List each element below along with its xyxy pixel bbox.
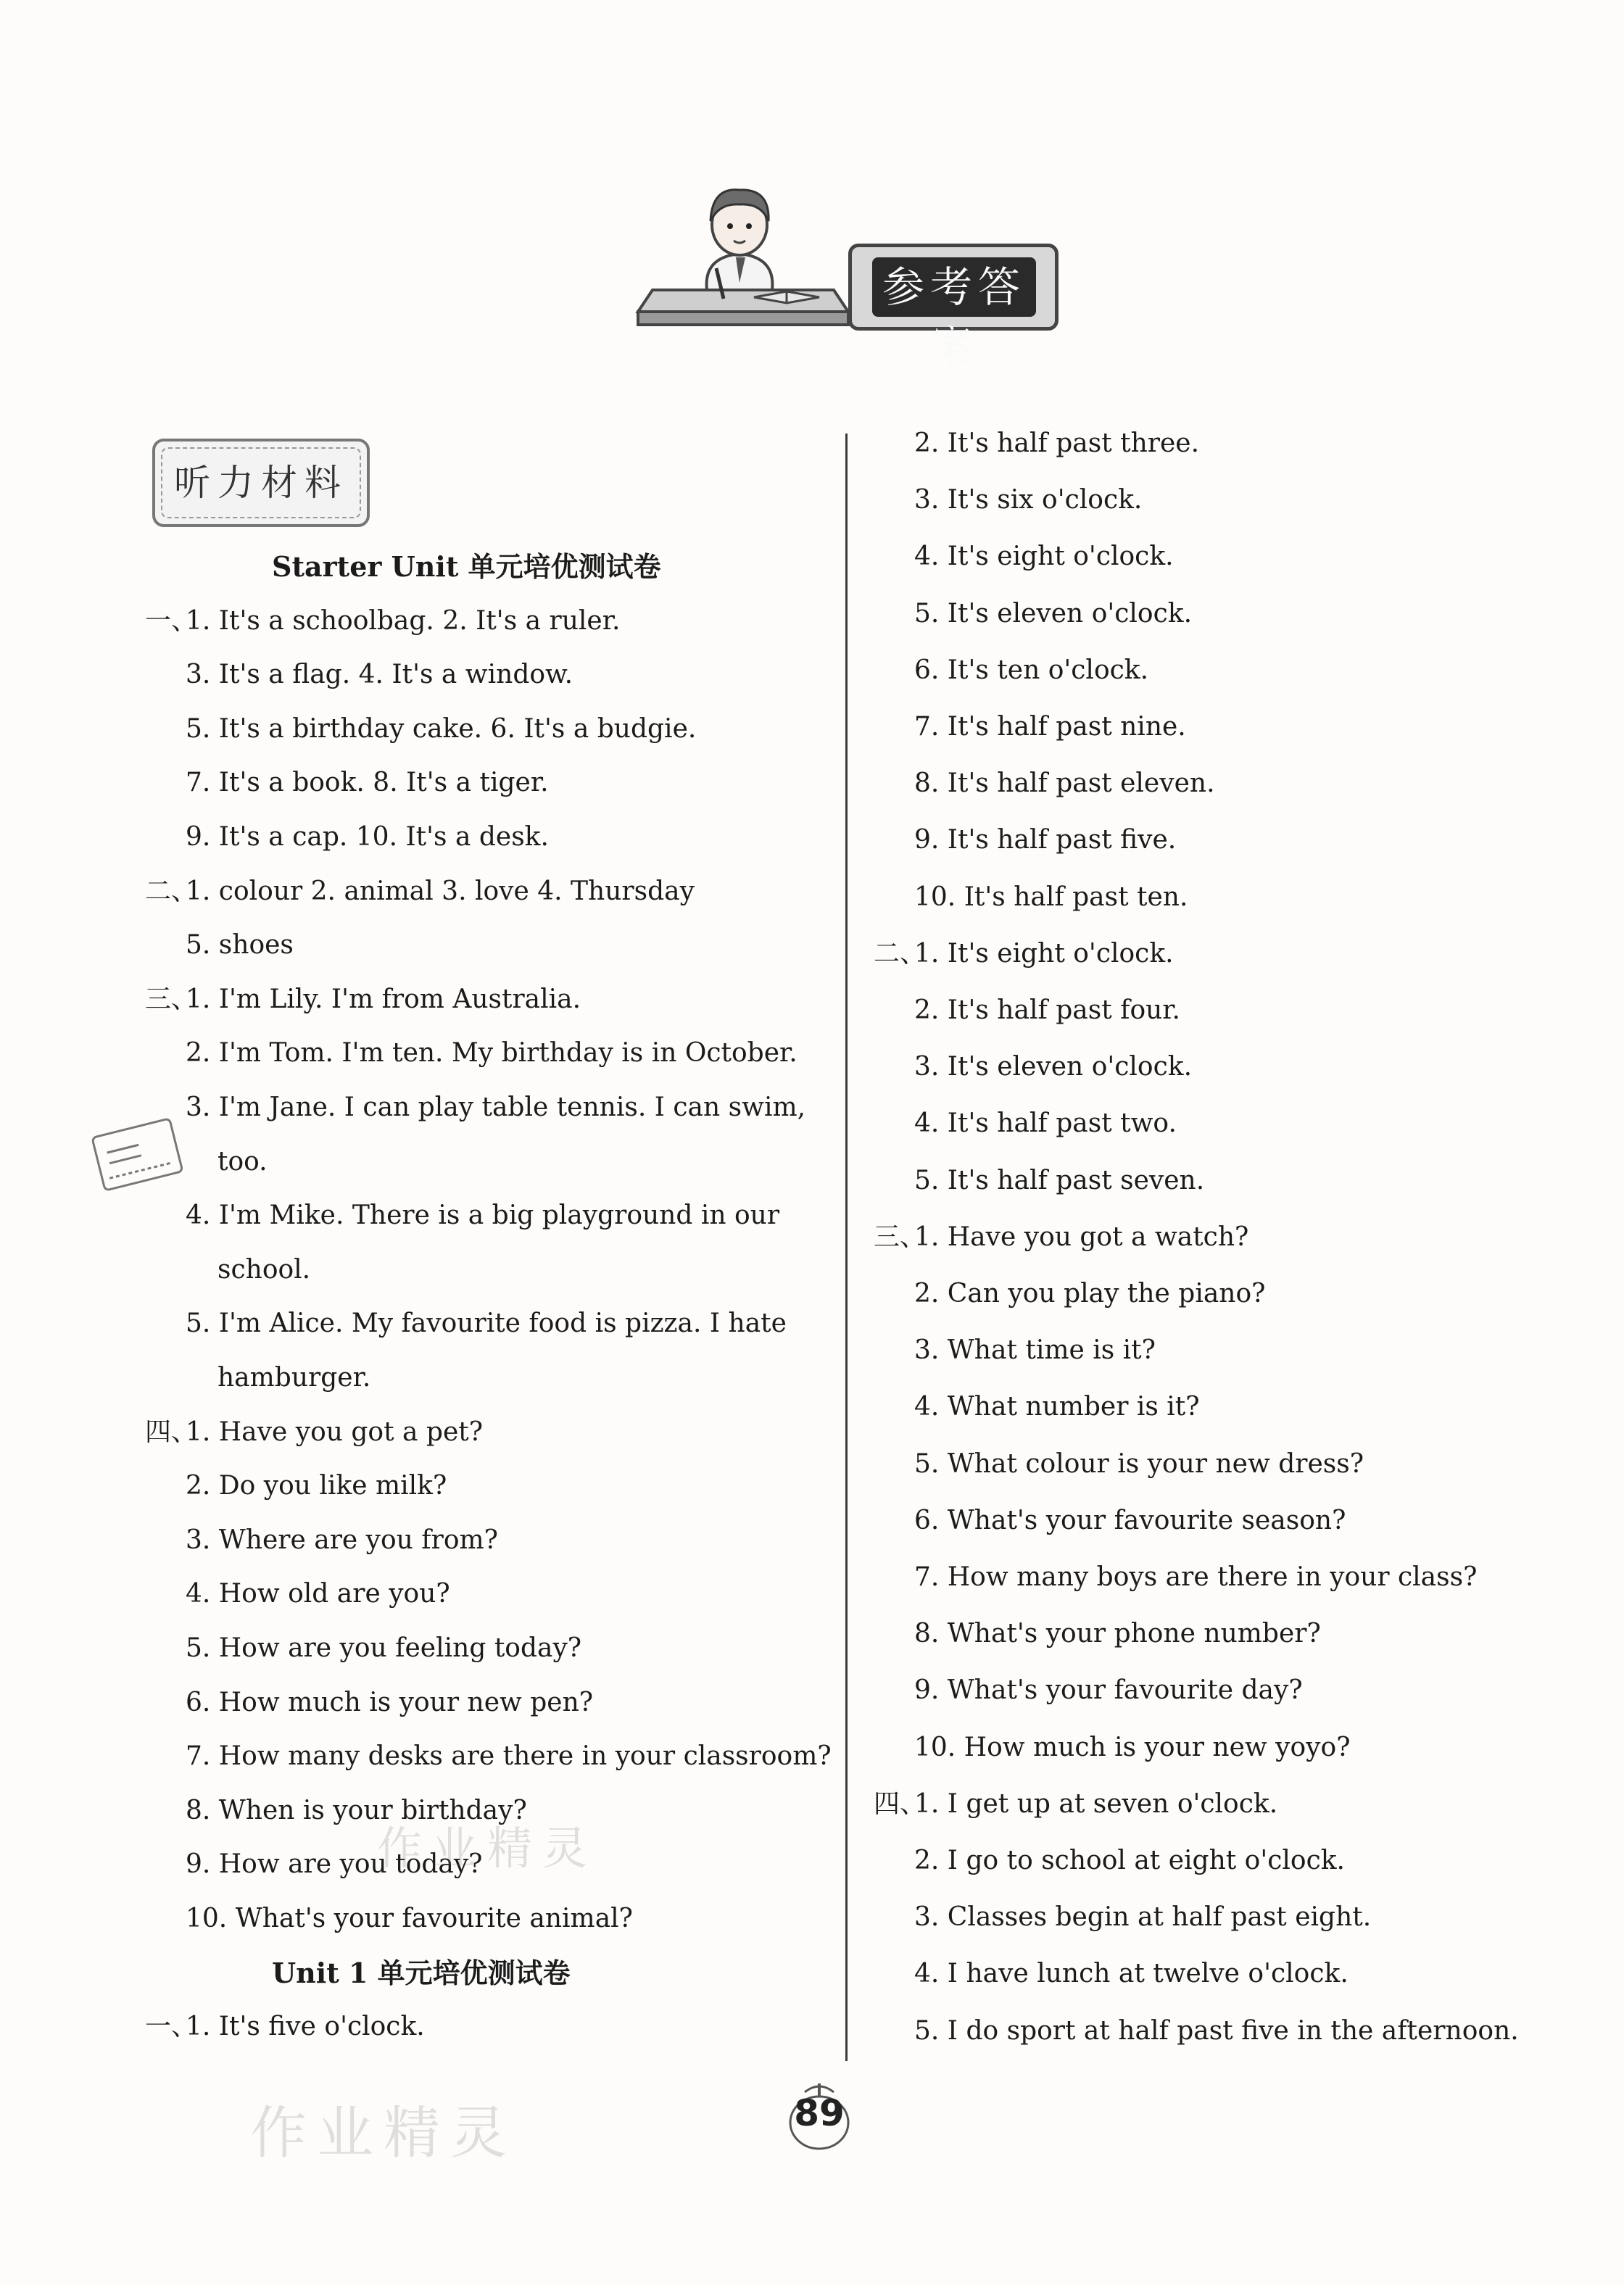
answer-line — [145, 876, 695, 908]
answer-line — [874, 541, 1174, 573]
question-group-mark: 二、 — [145, 876, 198, 906]
answer-line — [874, 655, 1148, 687]
answer-line — [145, 1254, 310, 1286]
answer-text: 7. It's half past nine. — [914, 712, 1186, 742]
answer-text: 1. It's eight o'clock. — [914, 938, 1174, 969]
answer-text: 10. It's half past ten. — [914, 882, 1188, 912]
answer-line — [874, 1845, 1345, 1877]
answer-text: 1. Have you got a watch? — [914, 1222, 1249, 1252]
question-group-mark: 一、 — [145, 2012, 198, 2042]
answer-line — [145, 1633, 581, 1664]
answer-text: 5. I do sport at half past five in the afternoon. — [914, 2015, 1519, 2046]
answer-text: 8. When is your birthday? — [186, 1795, 527, 1825]
answer-text: 2. I go to school at eight o'clock. — [914, 1846, 1345, 1875]
student-illustration — [631, 181, 863, 333]
question-group-mark: 四、 — [145, 1417, 198, 1447]
answer-line — [145, 1200, 779, 1232]
answer-line — [874, 1902, 1371, 1933]
answer-text: 1. It's a schoolbag. 2. It's a ruler. — [186, 605, 621, 636]
answer-text: 6. What's your favourite season? — [914, 1505, 1346, 1535]
answer-text: 5. It's eleven o'clock. — [914, 598, 1193, 629]
column-divider — [845, 434, 848, 2061]
answer-line — [874, 1335, 1156, 1367]
answer-line — [145, 2011, 425, 2043]
answer-text: 3. Where are you from? — [186, 1525, 498, 1555]
banner-plaque — [848, 244, 1058, 371]
answer-text: 4. It's eight o'clock. — [914, 542, 1174, 572]
answer-text: 1. It's five o'clock. — [186, 2012, 425, 2042]
heading-text: Unit 1 单元培优测试卷 — [272, 1956, 571, 1989]
answer-text: 8. It's half past eleven. — [914, 768, 1215, 799]
watermark: 作业精灵 — [250, 2101, 518, 2166]
answer-text: 3. I'm Jane. I can play table tennis. I can swim, — [186, 1092, 806, 1122]
answer-line — [874, 1618, 1321, 1650]
watermark: 作业精灵 — [377, 1822, 598, 1875]
answer-text: 1. colour 2. animal 3. love 4. Thursday — [186, 876, 695, 906]
answer-text: 3. Classes begin at half past eight. — [914, 1902, 1372, 1933]
answer-text: 5. How are you feeling today? — [186, 1633, 582, 1663]
answer-line — [874, 1391, 1200, 1423]
answer-line — [874, 2015, 1519, 2047]
section-heading — [272, 1957, 571, 1989]
answer-text: 2. Can you play the piano? — [914, 1279, 1266, 1309]
answer-text: 4. What number is it? — [914, 1392, 1200, 1422]
answer-line — [874, 1958, 1348, 1990]
answer-text: 4. How old are you? — [186, 1579, 450, 1609]
answer-text: 2. It's half past three. — [914, 428, 1200, 458]
answer-line — [874, 598, 1192, 630]
answer-line — [874, 1505, 1346, 1537]
answer-text: 3. It's six o'clock. — [914, 485, 1143, 515]
answer-text: 6. How much is your new pen? — [186, 1687, 594, 1717]
answer-line — [145, 1578, 450, 1610]
answer-text: 10. What's your favourite animal? — [186, 1904, 633, 1933]
answer-line — [145, 1687, 593, 1719]
answer-line — [874, 938, 1174, 970]
section-heading — [272, 551, 661, 583]
answer-line — [874, 882, 1188, 913]
answer-line — [874, 1278, 1265, 1310]
answer-line — [874, 1165, 1204, 1197]
answer-line — [145, 713, 696, 745]
answer-line — [874, 1222, 1248, 1253]
answer-line — [145, 1308, 787, 1340]
answer-line — [145, 929, 294, 961]
answer-text: 10. How much is your new yoyo? — [914, 1732, 1351, 1762]
answer-line — [145, 1903, 633, 1935]
answer-line — [145, 1092, 805, 1124]
answer-text: school. — [218, 1254, 311, 1285]
answer-line — [874, 824, 1176, 856]
answer-text: 8. What's your phone number? — [914, 1619, 1321, 1649]
answer-line — [145, 1470, 447, 1502]
section-title: 听力材料 — [174, 462, 348, 504]
answer-line — [874, 1788, 1277, 1820]
answer-line — [145, 605, 620, 637]
answer-text: 5. It's a birthday cake. 6. It's a budgie. — [186, 713, 697, 744]
answer-text: 5. It's half past seven. — [914, 1165, 1205, 1195]
answer-text: 1. I get up at seven o'clock. — [914, 1788, 1278, 1819]
question-group-mark: 三、 — [145, 984, 198, 1014]
answer-text: 2. Do you like milk? — [186, 1471, 447, 1501]
answer-text: hamburger. — [218, 1363, 371, 1393]
answer-text: 6. It's ten o'clock. — [914, 655, 1149, 685]
answer-line — [874, 995, 1180, 1027]
question-group-mark: 一、 — [145, 605, 198, 636]
answer-line — [874, 1108, 1177, 1140]
answer-key-banner — [631, 181, 1058, 371]
answer-text: 9. It's a cap. 10. It's a desk. — [186, 822, 549, 852]
question-group-mark: 三、 — [874, 1222, 927, 1252]
page-number: 89 — [794, 2092, 845, 2134]
answer-line — [874, 1732, 1351, 1764]
answer-line — [145, 984, 581, 1016]
answer-line — [145, 1417, 483, 1448]
answer-text: 5. What colour is your new dress? — [914, 1448, 1364, 1479]
answer-line — [874, 428, 1199, 460]
answer-line — [145, 1525, 498, 1556]
answer-line — [145, 659, 573, 691]
answer-text: 3. It's a flag. 4. It's a window. — [186, 660, 573, 690]
answer-line — [874, 1448, 1364, 1480]
answer-line — [145, 1037, 798, 1069]
answer-line — [874, 1562, 1477, 1593]
page-number-badge — [779, 2079, 859, 2159]
heading-text: Starter Unit 单元培优测试卷 — [272, 550, 661, 583]
answer-text: 9. How are you today? — [186, 1849, 483, 1880]
answer-line — [145, 767, 549, 799]
stamp-decoration-icon — [83, 1116, 192, 1196]
answer-line — [874, 768, 1215, 800]
answer-text: 3. It's eleven o'clock. — [914, 1052, 1193, 1082]
answer-text: 9. What's your favourite day? — [914, 1675, 1303, 1706]
answer-text: 2. It's half past four. — [914, 995, 1180, 1025]
answer-text: 4. I'm Mike. There is a big playground in our — [186, 1200, 780, 1231]
answer-text: 7. It's a book. 8. It's a tiger. — [186, 768, 549, 798]
answer-line — [145, 1362, 370, 1394]
answer-text: too. — [218, 1146, 268, 1177]
answer-line — [874, 1051, 1192, 1083]
answer-text: 2. I'm Tom. I'm ten. My birthday is in October. — [186, 1038, 798, 1069]
answer-line — [874, 484, 1142, 516]
answer-text: 4. It's half past two. — [914, 1108, 1177, 1139]
answer-text: 7. How many desks are there in your classroom? — [186, 1741, 832, 1772]
answer-text: 1. I'm Lily. I'm from Australia. — [186, 984, 581, 1014]
answer-line — [874, 711, 1186, 743]
answer-text: 5. I'm Alice. My favourite food is pizza. I hate — [186, 1309, 787, 1339]
banner-title: 参考答案 — [872, 257, 1036, 317]
answer-text: 5. shoes — [186, 930, 294, 961]
answer-text: 1. Have you got a pet? — [186, 1417, 484, 1447]
answer-line — [145, 1741, 832, 1772]
answer-text: 9. It's half past five. — [914, 825, 1177, 855]
answer-text: 3. What time is it? — [914, 1335, 1156, 1366]
answer-text: 4. I have lunch at twelve o'clock. — [914, 1959, 1348, 1989]
question-group-mark: 四、 — [874, 1788, 927, 1819]
question-group-mark: 二、 — [874, 938, 927, 969]
answer-line — [874, 1675, 1303, 1707]
answer-text: 7. How many boys are there in your class? — [914, 1562, 1478, 1592]
section-badge — [152, 439, 370, 527]
answer-line — [145, 821, 549, 853]
